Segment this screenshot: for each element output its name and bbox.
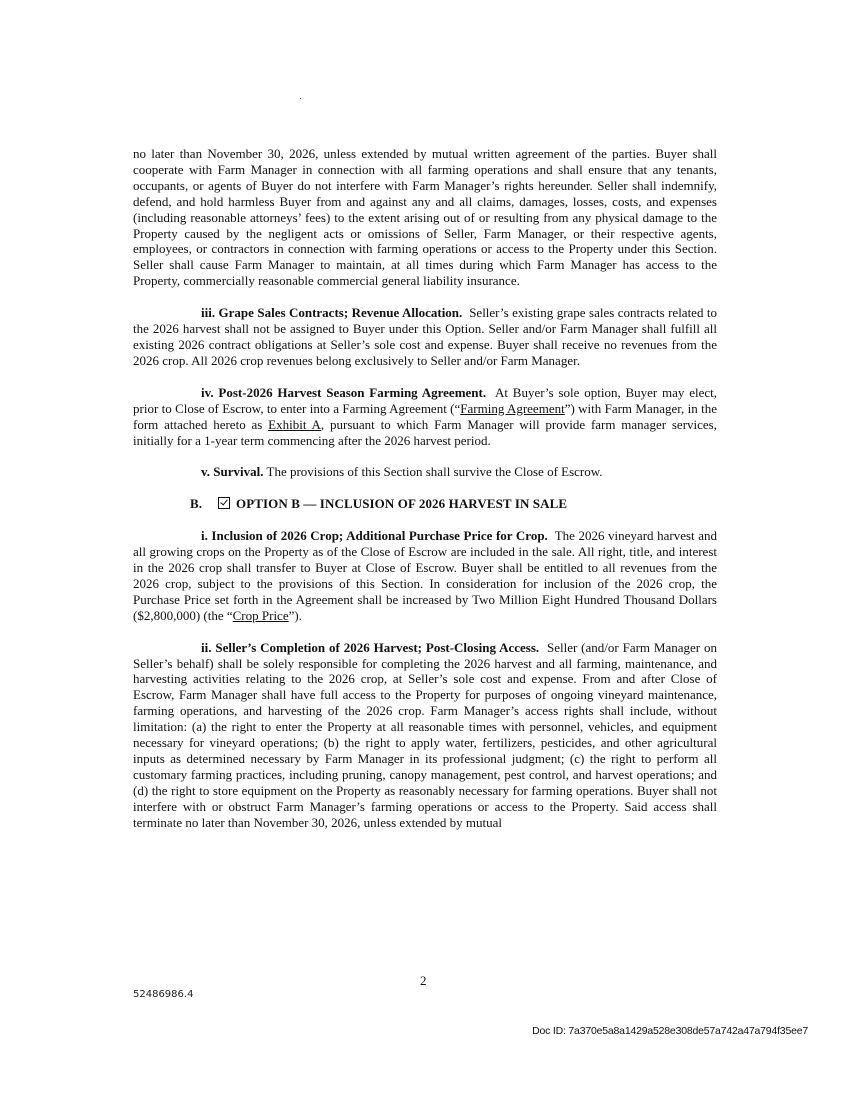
section-b-i-text-1: The 2026 vineyard harvest and all growing crops on the Property as of the Close of Escrow are included in the sale. All right, title, and interest in the 2026 crop shall transfer to Buyer at Close of Escrow. Buyer shall be entitled to all revenues from the 2026 crop, subject to the provisions of this Section. In consideration for inclusion of the 2026 crop, the Purchase Price set forth in the Agreement shall be increased by Two Million Eight Hundred Thousand Dollars ($2,800,000) (the “ <box>133 528 717 623</box>
page-number: 2 <box>420 973 427 988</box>
stray-dot <box>300 98 301 99</box>
section-iv-heading: iv. Post-2026 Harvest Season Farming Agreement. <box>201 384 487 400</box>
option-b-title: OPTION B — INCLUSION OF 2026 HARVEST IN SALE <box>236 496 568 512</box>
section-iii <box>133 305 717 369</box>
document-code: 52486986.4 <box>133 989 194 1000</box>
option-b-heading <box>133 496 717 512</box>
section-iv <box>133 385 717 449</box>
section-v-text: The provisions of this Section shall survive the Close of Escrow. <box>266 464 603 480</box>
section-iii-heading: iii. Grape Sales Contracts; Revenue Allocation. <box>201 305 463 321</box>
section-iv-text-2: ”) with Farm Manager, in the form attached hereto as <box>133 400 717 432</box>
exhibit-a-reference: Exhibit A <box>268 416 321 432</box>
section-b-i-text-2: ”). <box>288 607 302 623</box>
doc-id-stamp: Doc ID: 7a370e5a8a1429a528e308de57a742a47a794f35ee7 <box>532 1025 808 1037</box>
section-v <box>133 464 717 480</box>
section-iv-text-1: At Buyer’s sole option, Buyer may elect, prior to Close of Escrow, to enter into a Farming Agreement (“ <box>133 384 718 416</box>
section-iii-text: Seller’s existing grape sales contracts related to the 2026 harvest shall not be assigned to Buyer under this Option. Seller and/or Farm Manager shall fulfill all existing 2026 contract obligations at Seller’s sole cost and expense. Buyer shall receive no revenues from the 2026 crop. All 2026 crop revenues belong exclusively to Seller and/or Farm Manager. <box>133 305 718 368</box>
section-v-heading: v. Survival. <box>201 464 264 480</box>
document-page <box>133 146 717 831</box>
checked-checkbox-icon <box>218 497 230 509</box>
paragraph-continuation: no later than November 30, 2026, unless extended by mutual written agreement of the parties. Buyer shall cooperate with Farm Manager in connection with all farming operations and shall ensure that any tenants, occupants, or agents of Buyer do not interfere with Farm Manager’s rights hereunder. Seller shall indemnify, defend, and hold harmless Buyer from and against any and all claims, damages, losses, costs, and expenses (including reasonable attorneys’ fees) to the extent arising out of or resulting from any physical damage to the Property caused by the negligent acts or omissions of Seller, Farm Manager, or their respective agents, employees, or contractors in connection with farming operations or access to the Property under this Section. Seller shall cause Farm Manager to maintain, at all times during which Farm Manager has access to the Property, commercially reasonable commercial general liability insurance. <box>133 146 717 289</box>
defined-term-crop-price: Crop Price <box>232 607 289 623</box>
option-b-letter: B. <box>190 496 203 512</box>
section-b-i <box>133 528 717 623</box>
section-b-ii-text: Seller (and/or Farm Manager on Seller’s behalf) shall be solely responsible for completing the 2026 harvest and all farming, maintenance, and harvesting activities relating to the 2026 crop, at Seller’s sole cost and expense. From and after Close of Escrow, Farm Manager shall have full access to the Property for purposes of ongoing vineyard maintenance, farming operations, and harvesting of the 2026 crop. Farm Manager’s access rights shall include, without limitation: (a) the right to enter the Property at all reasonable times with personnel, vehicles, and equipment necessary for vineyard operations; (b) the right to apply water, fertilizers, pesticides, and other agricultural inputs as determined necessary by Farm Manager in its professional judgment; (c) the right to perform all customary farming practices, including pruning, canopy management, pest control, and harvest operations; and (d) the right to store equipment on the Property as reasonably necessary for farming operations. Buyer shall not interfere with or obstruct Farm Manager’s farming operations or access to the Property. Said access shall terminate no later than November 30, 2026, unless extended by mutual <box>133 639 718 830</box>
section-b-i-heading: i. Inclusion of 2026 Crop; Additional Purchase Price for Crop. <box>201 528 548 544</box>
defined-term-farming-agreement: Farming Agreement <box>460 400 565 416</box>
section-iv-text-3: , pursuant to which Farm Manager will provide farm manager services, initially for a 1-year term commencing after the 2026 harvest period. <box>133 416 717 448</box>
section-b-ii <box>133 640 717 831</box>
section-b-ii-heading: ii. Seller’s Completion of 2026 Harvest; Post-Closing Access. <box>201 639 540 655</box>
